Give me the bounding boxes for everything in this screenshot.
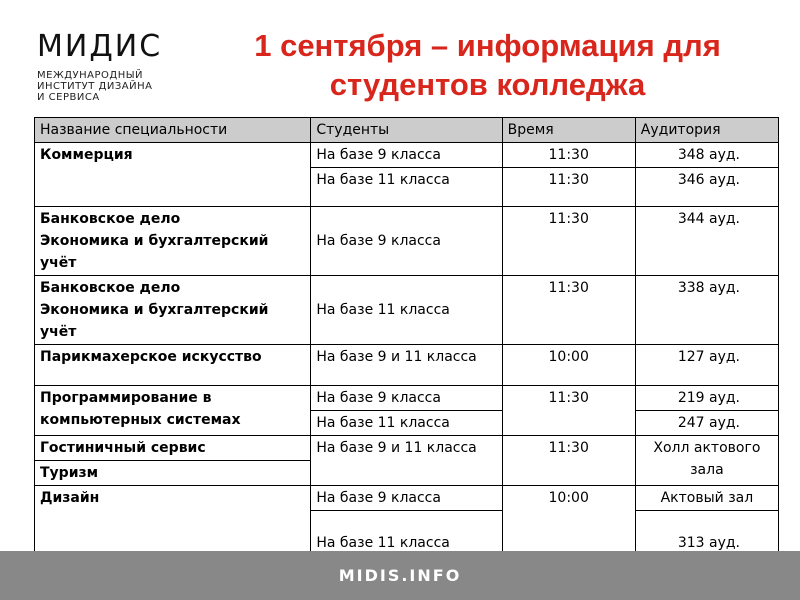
table-row [35,276,779,345]
specialty-line: Банковское дело [40,211,181,227]
table-row [35,345,779,386]
specialty-cell: Гостиничный сервис [35,436,311,461]
logo-subtitle-line: ИНСТИТУТ ДИЗАЙНА [37,81,153,92]
specialty-line: Экономика и бухгалтерский учёт [40,302,269,340]
students-cell: На базе 9 класса [311,486,502,511]
room-cell: 346 ауд. [635,168,778,207]
students-cell: На базе 9 класса [311,207,502,276]
students-cell: На базе 11 класса [311,411,502,436]
room-cell: 313 ауд. [635,511,778,556]
time-cell: 10:00 [502,345,635,386]
table-row [35,207,779,276]
specialty-line: Экономика и бухгалтерский учёт [40,233,269,271]
time-cell: 11:30 [502,143,635,168]
students-cell: На базе 9 и 11 класса [311,436,502,486]
logo-name: МИДИС [37,29,163,64]
time-cell: 10:00 [502,486,635,556]
column-header-room: Аудитория [635,118,778,143]
room-cell: 338 ауд. [635,276,778,345]
specialty-cell [35,276,311,345]
specialty-cell: Программирование в компьютерных системах [35,386,311,436]
column-header-specialty: Название специальности [35,118,311,143]
room-cell: 127 ауд. [635,345,778,386]
time-cell: 11:30 [502,276,635,345]
time-cell: 11:30 [502,207,635,276]
column-header-time: Время [502,118,635,143]
schedule-table [34,117,779,556]
students-cell: На базе 11 класса [311,511,502,556]
specialty-cell: Парикмахерское искусство [35,345,311,386]
room-cell: 348 ауд. [635,143,778,168]
table-row [35,436,779,461]
time-cell: 11:30 [502,386,635,436]
time-cell: 11:30 [502,168,635,207]
table-row [35,386,779,411]
students-cell: На базе 9 класса [311,386,502,411]
logo [37,29,212,103]
students-cell: На базе 11 класса [311,168,502,207]
specialty-cell: Коммерция [35,143,311,207]
students-cell: На базе 9 и 11 класса [311,345,502,386]
table-header-row [35,118,779,143]
page-title: 1 сентября – информация для студентов колледжа [254,28,721,102]
logo-subtitle-line: МЕЖДУНАРОДНЫЙ [37,70,144,81]
footer-banner: MIDIS.INFO [0,551,800,600]
students-cell: На базе 11 класса [311,276,502,345]
students-cell: На базе 9 класса [311,143,502,168]
table-row [35,143,779,168]
specialty-cell: Дизайн [35,486,311,556]
room-cell: 247 ауд. [635,411,778,436]
column-header-students: Студенты [311,118,502,143]
room-cell: 219 ауд. [635,386,778,411]
room-cell: Актовый зал [635,486,778,511]
logo-subtitle [37,70,212,103]
specialty-line: Банковское дело [40,280,181,296]
table-row [35,486,779,511]
logo-subtitle-line: И СЕРВИСА [37,92,100,103]
specialty-cell [35,207,311,276]
specialty-cell: Туризм [35,461,311,486]
room-cell: 344 ауд. [635,207,778,276]
time-cell: 11:30 [502,436,635,486]
room-cell: Холл актового зала [635,436,778,486]
